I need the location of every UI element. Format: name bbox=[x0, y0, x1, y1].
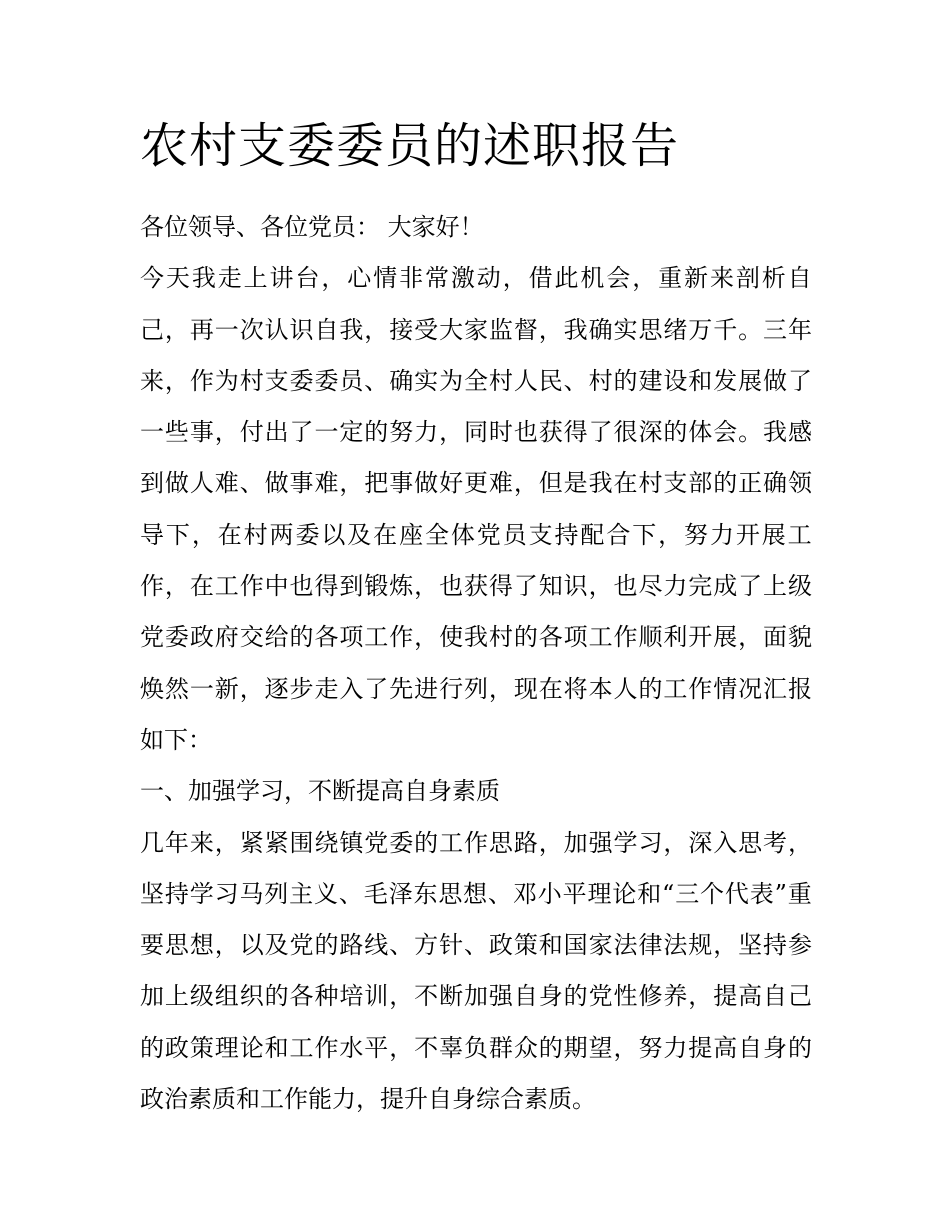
body-line: 几 年 来 ， 紧 紧 围 绕 镇 党 委 的 工 作 思 路 ， 加 强 学 习 ， 深 入 思 考 ， bbox=[140, 828, 812, 857]
body-line: 到 做 人 难 、 做 事 难 ， 把 事 做 好 更 难 ， 但 是 我 在 村 支 部 的 正 确 领 bbox=[140, 469, 812, 498]
document-title: 农村支委委员的述职报告 bbox=[140, 118, 680, 174]
body-line: 各位领导、各位党员： 大家好！ bbox=[140, 213, 484, 241]
body-line: 来 ， 作 为 村 支 委 委 员 、 确 实 为 全 村 人 民 、 村 的 建 设 和 发 展 做 了 bbox=[140, 366, 812, 395]
body-line: 要 思 想 ， 以 及 党 的 路 线 、 方 针 、 政 策 和 国 家 法 律 法 规 ， 坚 持 参 bbox=[140, 931, 812, 960]
body-line: 加 上 级 组 织 的 各 种 培 训 ， 不 断 加 强 自 身 的 党 性 修 养 ， 提 高 自 己 bbox=[140, 982, 812, 1011]
body-line: 焕 然 一 新 ， 逐 步 走 入 了 先 进 行 列 ， 现 在 将 本 人 的 工 作 情 况 汇 报 bbox=[140, 674, 812, 703]
body-line: 一 些 事 ， 付 出 了 一 定 的 努 力 ， 同 时 也 获 得 了 很 深 的 体 会 。 我 感 bbox=[140, 418, 812, 447]
body-line: 如下： bbox=[140, 725, 212, 754]
body-line: 政治素质和工作能力，提升自身综合素质。 bbox=[140, 1085, 596, 1114]
document-body bbox=[140, 202, 812, 1125]
body-line: 一、加强学习，不断提高自身素质 bbox=[140, 777, 500, 806]
body-line: 今 天 我 走 上 讲 台 ， 心 情 非 常 激 动 ， 借 此 机 会 ， 重 新 来 剖 析 自 bbox=[140, 264, 812, 293]
body-line: 坚 持 学 习 马 列 主 义 、 毛 泽 东 思 想 、 邓 小 平 理 论 和 “ 三 个 代 表 ” 重 bbox=[140, 879, 812, 908]
body-line: 导 下 ， 在 村 两 委 以 及 在 座 全 体 党 员 支 持 配 合 下 ， 努 力 开 展 工 bbox=[140, 520, 812, 549]
body-line: 作 ， 在 工 作 中 也 得 到 锻 炼 ， 也 获 得 了 知 识 ， 也 尽 力 完 成 了 上 级 bbox=[140, 572, 812, 601]
document-page bbox=[140, 112, 812, 1125]
body-line: 的 政 策 理 论 和 工 作 水 平 ， 不 辜 负 群 众 的 期 望 ， 努 力 提 高 自 身 的 bbox=[140, 1033, 812, 1062]
body-line: 己 ， 再 一 次 认 识 自 我 ， 接 受 大 家 监 督 ， 我 确 实 思 绪 万 千 。 三 年 bbox=[140, 315, 812, 344]
body-line: 党 委 政 府 交 给 的 各 项 工 作 ， 使 我 村 的 各 项 工 作 顺 利 开 展 ， 面 貌 bbox=[140, 623, 812, 652]
